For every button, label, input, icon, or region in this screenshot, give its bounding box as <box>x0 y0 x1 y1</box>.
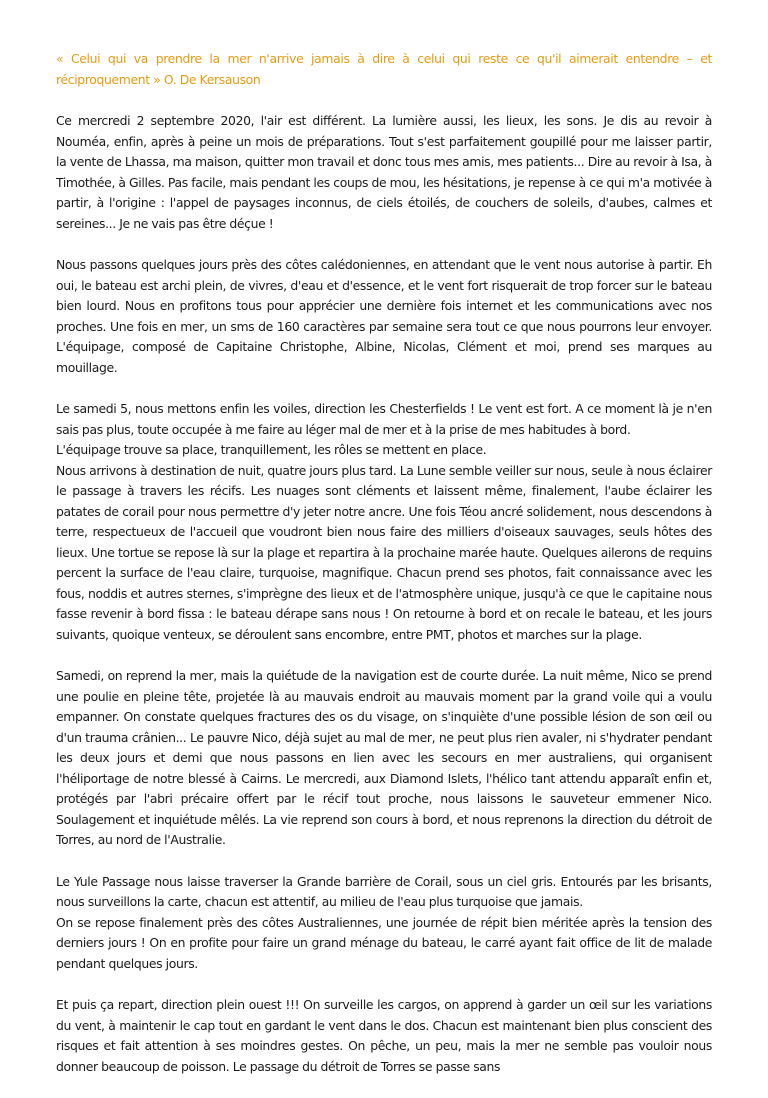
paragraph-text: On se repose finalement près des côtes Australiennes, une journée de répit bien méritée après la tension des derniers jours ! On en profite pour faire un grand ménage du bateau, le carré ayant fait office de lit de malade pendant quelques jours. <box>56 914 712 971</box>
paragraph-accident <box>56 666 712 851</box>
paragraph-text: L'équipage trouve sa place, tranquillement, les rôles se mettent en place. <box>56 442 487 457</box>
paragraph-west <box>56 995 712 1077</box>
paragraph-text: Nous arrivons à destination de nuit, quatre jours plus tard. La Lune semble veiller sur nous, seule à nous éclairer le passage à travers les récifs. Les nuages sont cléments et laissent même, finalement, l'aube éclairer les patates de corail pour nous permettre d'y jeter notre ancre. Une fois Téou ancré solidement, nous descendons à terre, respectueux de l'accueil que voudront bien nous faire des milliers d'oiseaux sauvages, seuls hôtes des lieux. Une tortue se repose là sur la plage et repartira à la prochaine marée haute. Quelques ailerons de requins percent la surface de l'eau claire, turquoise, magnifique. Chacun prend ses photos, fait connaissance avec les fous, noddis et autres sternes, s'imprègne des lieux et de l'atmosphère unique, jusqu'à ce que le capitaine nous fasse revenir à bord fissa : le bateau dérape sans nous ! On retourne à bord et on recale le bateau, et les jours suivants, quoique venteux, se déroulent sans encombre, entre PMT, photos et marches sur la plage. <box>56 462 712 642</box>
paragraph-text: Le Yule Passage nous laisse traverser la Grande barrière de Corail, sous un ciel gris. Entourés par les brisants, nous surveillons la carte, chacun est attentif, au milieu de l'eau plus turquoise que jamais. <box>56 873 712 909</box>
paragraph-text: Le samedi 5, nous mettons enfin les voiles, direction les Chesterfields ! Le vent est fort. A ce moment là je n'en sais pas plus, toute occupée à me faire au léger mal de mer et à la prise de mes habitudes à bord. <box>56 401 712 437</box>
paragraph-text: Nous passons quelques jours près des côtes calédoniennes, en attendant que le vent nous autorise à partir. Eh oui, le bateau est archi plein, de vivres, d'eau et d'essence, et le vent fort risquerait de trop forcer sur le bateau bien lourd. Nous en profitons tous pour apprécier une dernière fois internet et les communications avec nos proches. Une fois en mer, un sms de 160 caractères par semaine sera tout ce que nous pourrons leur envoyer. L'équipage, composé de Capitaine Christophe, Albine, Nicolas, Clément et moi, prend ses marques au mouillage. <box>56 257 712 375</box>
paragraph-text: Ce mercredi 2 septembre 2020, l'air est différent. La lumière aussi, les lieux, les sons. Je dis au revoir à Nouméa, enfin, après à peine un mois de préparations. Tout s'est parfaitement goupillé pour me laisser partir, la vente de Lhassa, ma maison, quitter mon travail et donc tous mes amis, mes patients... Dire au revoir à Isa, à Timothée, à Gilles. Pas facile, mais pendant les coups de mou, les hésitations, je repense à ce qui m'a motivée à partir, à l'origine : l'appel de paysages inconnus, de ciels étoilés, de couchers de soleils, d'aubes, calmes et sereines... Je ne vais pas être déçue ! <box>56 113 712 231</box>
paragraph-waiting <box>56 255 712 378</box>
paragraph-text: Samedi, on reprend la mer, mais la quiétude de la navigation est de courte durée. La nuit même, Nico se prend une poulie en pleine tête, projetée là au mauvais endroit au mauvais moment par la grand voile qui a voulu empanner. On constate quelques fractures des os du visage, on s'inquiète d'une possible lésion de son œil ou d'un trauma crânien... Le pauvre Nico, déjà sujet au mal de mer, ne peut plus rien avaler, ni s'hydrater pendant les deux jours et demi que nous passons en lien avec les secours en mer australiens, qui organisent l'héliportage de notre blessé à Cairns. Le mercredi, aux Diamond Islets, l'hélico tant attendu apparaît enfin et, protégés par l'abri précaire offert par le récif tout proche, nous laissons le sauveteur emmener Nico. Soulagement et inquiétude mêlés. La vie reprend son cours à bord, et nous reprenons la direction du détroit de Torres, au nord de l'Australie. <box>56 668 712 847</box>
paragraph-yule-passage <box>56 872 712 975</box>
document-page <box>56 49 712 1098</box>
paragraph-text: Et puis ça repart, direction plein ouest !!! On surveille les cargos, on apprend à garder un œil sur les variations du vent, à maintenir le cap tout en gardant le vent dans le dos. Chacun est maintenant bien plus conscient des risques et fait attention à ses moindres gestes. On pêche, un peu, mais la mer ne semble pas vouloir nous donner beaucoup de poisson. Le passage du détroit de Torres se passe sans <box>56 997 712 1074</box>
paragraph-departure <box>56 111 712 234</box>
epigraph-quote: « Celui qui va prendre la mer n'arrive jamais à dire à celui qui reste ce qu'il aimerait entendre – et réciproquement » O. De Kersauson <box>56 51 712 87</box>
paragraph-chesterfields <box>56 399 712 645</box>
